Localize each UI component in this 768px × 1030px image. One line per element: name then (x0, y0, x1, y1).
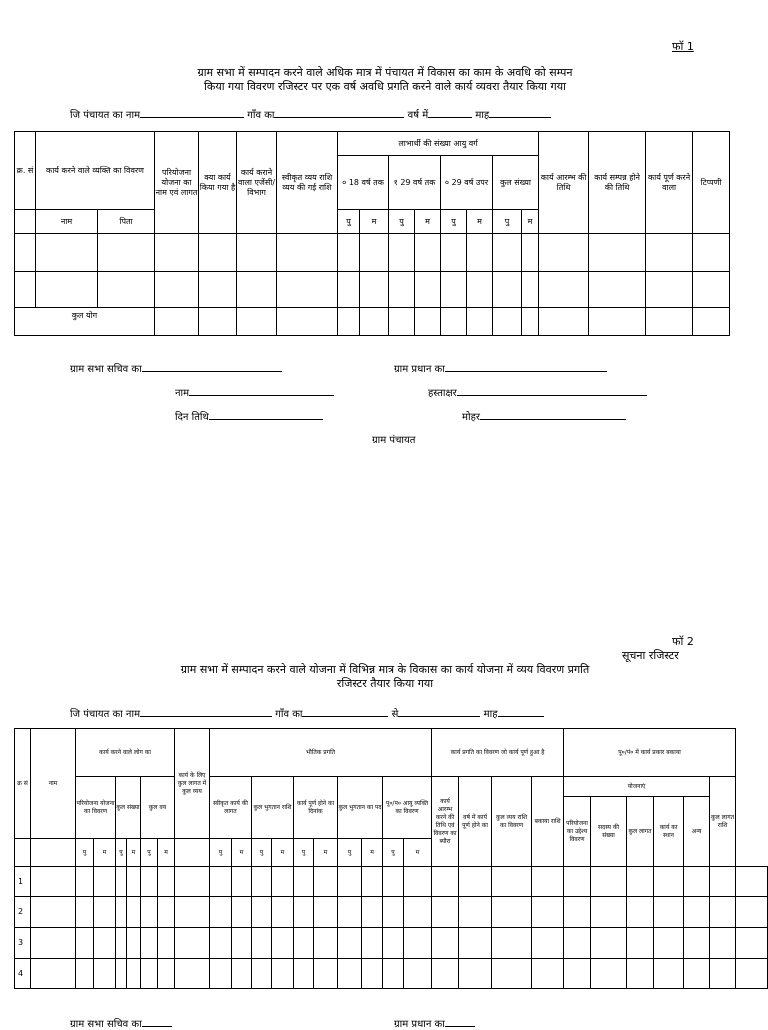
pradhan-signature-field (428, 385, 647, 399)
month-blank (489, 107, 551, 118)
month-label: माह (483, 709, 498, 720)
female-subheader: म (415, 210, 441, 234)
blank (15, 839, 31, 867)
village-blank (274, 107, 404, 118)
table-row (15, 959, 768, 989)
start-date-header: कार्य आरम्भ करने की तिथि एवं विवरण का ब्यौरा (432, 777, 459, 867)
male-subheader: पु (441, 210, 467, 234)
male-subheader: पु (252, 839, 272, 867)
table-row (15, 867, 768, 897)
place-header: कार्य का स्थान (654, 797, 684, 867)
form2-number: फॉ 2 (672, 635, 694, 648)
blank (445, 361, 607, 372)
male-subheader: पु (338, 210, 360, 234)
blank (445, 1016, 475, 1027)
male-subheader: पु (338, 839, 362, 867)
form1-table (14, 131, 730, 336)
other-header: अन्य (684, 797, 710, 867)
secretary-name-line (175, 385, 334, 399)
completed-by-header: कार्य पूर्ण करने वाला (646, 132, 693, 234)
male-subheader: पु (383, 839, 404, 867)
form1-title-line1: ग्राम सभा में सम्पादन करने वाले अधिक मात्र में पंचायत में विकास का काम के अवधि को सम्पन (197, 66, 573, 79)
date-label: दिन तिथि (175, 412, 209, 423)
district-label: जि पंचायत का नाम (70, 709, 141, 720)
table-row (15, 928, 768, 959)
male-subheader: पु (294, 839, 314, 867)
payment-post-header: कुल भुगतान का पद (338, 777, 383, 839)
from-label: से (391, 709, 399, 720)
pradhan-signature-line (394, 361, 607, 375)
remarks-header: टिप्पणी (693, 132, 730, 234)
age-header-total: कुल संख्या (493, 156, 539, 210)
blank (189, 385, 334, 396)
cost-sub-header: कुल लागत (627, 797, 654, 867)
female-subheader: म (272, 839, 294, 867)
physical-progress-header: भौतिक प्रगति (210, 729, 432, 777)
father-subheader: पिता (98, 210, 155, 234)
expense-header: कुल व्यय राशि का विवरण (492, 777, 532, 867)
name-subheader: नाम (36, 210, 98, 234)
table-row (15, 272, 730, 308)
table-row (15, 897, 768, 928)
from-blank (398, 706, 480, 717)
register-label: सूचना रजिस्टर (622, 649, 679, 662)
row-number: 3 (15, 928, 31, 959)
year-label: वर्ष में (407, 110, 429, 121)
row-number: 2 (15, 897, 31, 928)
beneficiary-header: कार्य करने वाले व्यक्ति का विवरण (36, 132, 155, 210)
blank (209, 409, 323, 420)
table-row (15, 234, 730, 272)
seal-label: मोहर (462, 412, 480, 423)
work-progress-header: कार्य प्रगति का विवरण जो कार्य पूर्ण हुआ है (432, 729, 564, 777)
date-line (175, 409, 323, 423)
blank (175, 839, 210, 867)
female-subheader: म (467, 210, 493, 234)
schemes-subheader: योजनाएं (564, 777, 710, 797)
count-header: कुल संख्या (116, 777, 141, 839)
female-subheader: म (404, 839, 432, 867)
form1-number: फॉ 1 (672, 40, 694, 53)
workers-group-header: कार्य करने वाले लोग का (76, 729, 175, 777)
male-subheader: पु (116, 839, 127, 867)
secretary-title: ग्राम सभा सचिव का (70, 364, 142, 375)
village-label: गाँव का (275, 709, 303, 720)
total-row (15, 308, 730, 336)
start-date-header: कार्य आरम्भ की तिथि (539, 132, 589, 234)
form2-title-line1: ग्राम सभा में सम्पादन करने वाले योजना में विभिन्न मात्र के विकास का कार्य योजना में व्यय विवरण प्रगति (180, 663, 590, 676)
completion-date-header: कार्य पूर्ण होने का दिनांक (294, 777, 338, 839)
pending-group-header: पू०/पं० में कार्य प्रकार बकाया (564, 729, 736, 777)
blank (142, 361, 282, 372)
month-blank (498, 706, 544, 717)
male-subheader: पु (76, 839, 94, 867)
sr-header: क्र सं (15, 729, 31, 839)
scheme-detail-header: परियोजना योजना का विवरण (76, 777, 116, 839)
gram-panchayat-stamp: ग्राम पंचायत (372, 435, 416, 446)
district-blank (140, 107, 244, 118)
age-header-3: ० 29 वर्ष उपर (441, 156, 493, 210)
name-label: नाम (175, 388, 190, 399)
blank (31, 839, 76, 867)
form2-info-line (70, 706, 544, 720)
form2-table (14, 728, 768, 989)
village-label: गाँव का (247, 110, 275, 121)
female-subheader: म (158, 839, 175, 867)
sr-header: क्र. सं (15, 132, 36, 210)
balance-header: बकाया राशि (532, 777, 564, 867)
year-blank (428, 107, 472, 118)
female-subheader: म (360, 210, 389, 234)
sr-blank (15, 210, 36, 234)
person-detail-header: पू०/प० आयु व्यक्ति का विवरण (383, 777, 432, 839)
secretary-title: ग्राम सभा सचिव का (70, 1019, 142, 1030)
age-header: कुल वय (141, 777, 175, 839)
pradhan-title: ग्राम प्रधान का (394, 364, 445, 375)
pradhan-title: ग्राम प्रधान का (394, 1019, 445, 1030)
female-subheader: म (522, 210, 539, 234)
amount-header: स्वीकृत व्यय राशि व्यय की गई राशि (277, 132, 338, 234)
male-subheader: पु (493, 210, 522, 234)
scheme-header: परियोजना योजना का नाम एवं लागत (155, 132, 199, 234)
total-cost-header: कुल लागत राशि (710, 777, 736, 867)
form1-info-line (70, 107, 551, 121)
work-done-header: क्या कार्य किया गया है (199, 132, 237, 234)
secretary-signature-line (70, 361, 282, 375)
blank (480, 409, 626, 420)
signature-label: हस्ताक्षर (428, 388, 457, 399)
seal-line (462, 409, 626, 423)
total-label: कुल योग (15, 308, 155, 336)
form2-title (40, 663, 730, 691)
female-subheader: म (94, 839, 116, 867)
male-subheader: पु (210, 839, 232, 867)
district-label: जि पंचायत का नाम (70, 110, 141, 121)
form2-title-line2: रजिस्टर तैयार किया गया (336, 677, 434, 690)
objective-header: परियोजना का उद्देश्य विवरण (564, 797, 591, 867)
payment-header: कुल भुगतान राशि (252, 777, 294, 839)
form2-pradhan-line (394, 1016, 475, 1030)
form2-secretary-line (70, 1016, 172, 1030)
female-subheader: म (232, 839, 252, 867)
female-subheader: म (362, 839, 383, 867)
agency-header: कार्य कराने वाला एजेंसी/विभाग (237, 132, 277, 234)
male-subheader: पु (389, 210, 415, 234)
district-blank (140, 706, 272, 717)
blank (457, 385, 647, 396)
members-header: सदस्य की संख्या (591, 797, 627, 867)
form1-title (40, 66, 730, 94)
male-subheader: पु (141, 839, 158, 867)
age-group-header: लाभार्थी की संख्या आयु वर्ग (338, 132, 539, 156)
cost-header: कार्य के लिए कुल लागत में कुल व्यय (175, 729, 210, 839)
female-subheader: म (314, 839, 338, 867)
row-number: 1 (15, 867, 31, 897)
age-header-1: ० 18 वर्ष तक (338, 156, 389, 210)
form1-title-line2: किया गया विवरण रजिस्टर पर एक वर्ष अवधि प्रगति करने वाले कार्य व्यवरा तैयार किया गया (204, 80, 566, 93)
approved-cost-header: स्वीकृत कार्य की लागत (210, 777, 252, 839)
month-label: माह (475, 110, 490, 121)
name-header: नाम (31, 729, 76, 839)
village-blank (302, 706, 388, 717)
blank (142, 1016, 172, 1027)
age-header-2: १ 29 वर्ष तक (389, 156, 441, 210)
row-number: 4 (15, 959, 31, 989)
year-completion-header: वर्ष में कार्य पूर्ण होने का (459, 777, 492, 867)
completion-date-header: कार्य सम्पन्न होने की तिथि (589, 132, 646, 234)
female-subheader: म (127, 839, 141, 867)
